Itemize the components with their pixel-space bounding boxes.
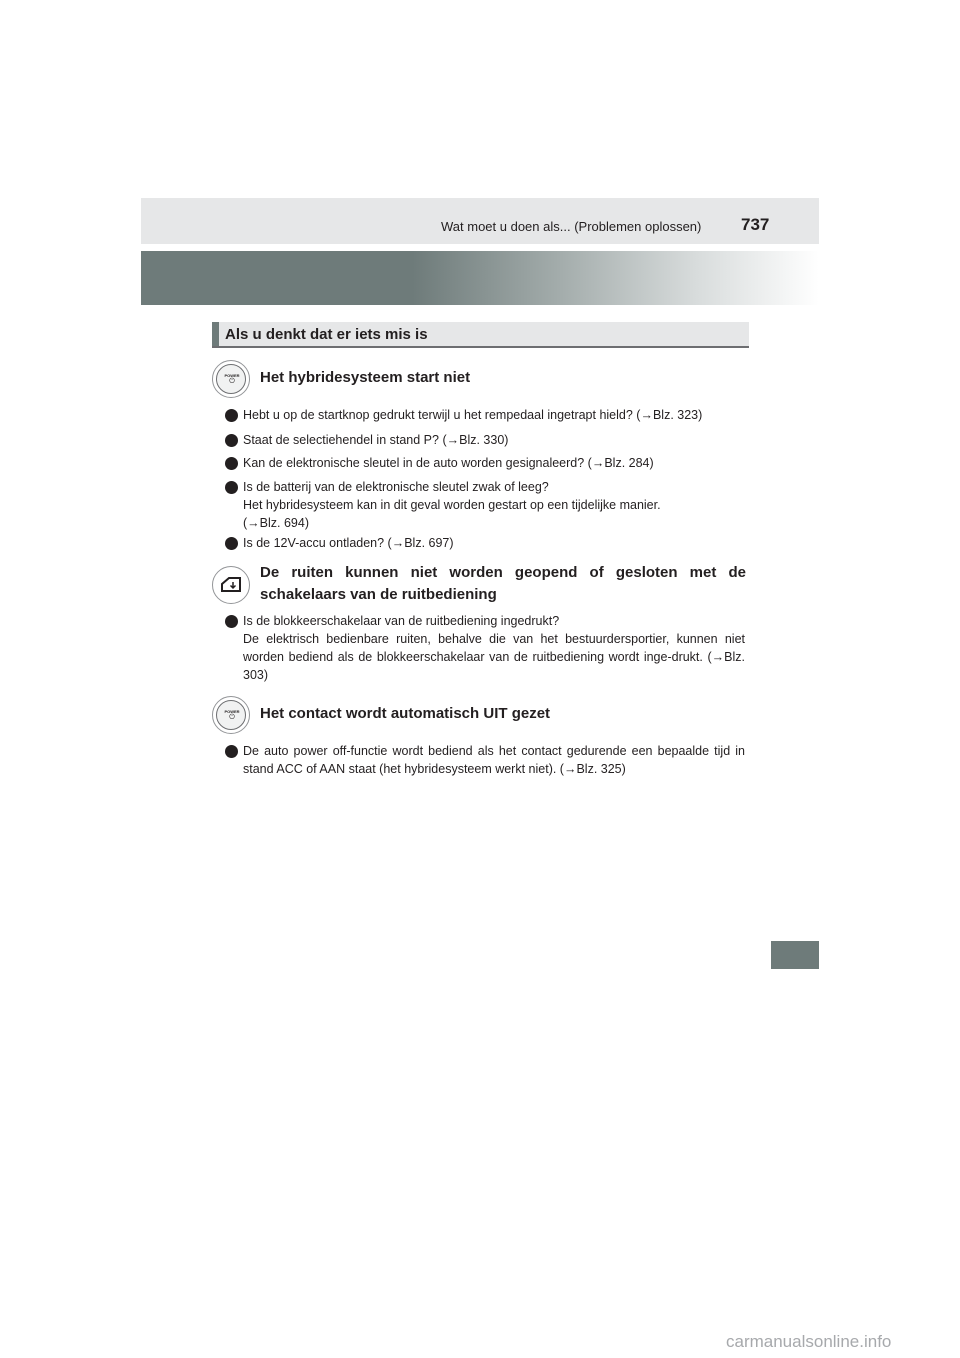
power-label: POWER: [224, 373, 240, 378]
power-symbol-icon: ⏻: [229, 714, 235, 721]
subsection-title: De ruiten kunnen niet worden geopend of gesloten met de schakelaars van de ruitbediening: [260, 564, 746, 603]
bullet-icon: [225, 409, 238, 422]
bullet-icon: [225, 745, 238, 758]
power-button-icon: [212, 360, 250, 398]
list-item: Is de batterij van de elektronische sleutel zwak of leeg? Het hybridesysteem kan in dit geval worden gestart op een tijdelijke manier. (→Blz. 694): [243, 480, 661, 530]
chapter-tab: [771, 941, 819, 969]
list-item: De auto power off-functie wordt bediend als het contact gedurende een bepaalde tijd in stand ACC of AAN staat (het hybridesysteem werkt niet). (→Blz. 325): [243, 744, 745, 776]
list-item: Is de 12V-accu ontladen? (→Blz. 697): [243, 536, 454, 550]
header-title: Wat moet u doen als... (Problemen oplossen): [441, 219, 702, 234]
bullet-icon: [225, 615, 238, 628]
list-item: Staat de selectiehendel in stand P? (→Blz. 330): [243, 433, 509, 447]
list-item: Is de blokkeerschakelaar van de ruitbediening ingedrukt? De elektrisch bedienbare ruiten, behalve die van het bestuurdersportier, kunnen niet worden bediend als de blokkeerschakelaar van de ruitbediening wordt inge-drukt. (→Blz. 303): [243, 614, 745, 682]
power-label: POWER: [224, 709, 240, 714]
section-accent: [212, 322, 219, 346]
power-button-face: [216, 364, 246, 394]
section-title: Als u denkt dat er iets mis is: [225, 326, 428, 343]
bullet-icon: [225, 434, 238, 447]
bullet-icon: [225, 481, 238, 494]
subsection-title: Het hybridesysteem start niet: [260, 369, 471, 386]
window-switch-glyph: [213, 567, 249, 603]
window-switch-icon: [212, 566, 250, 604]
power-button-icon: [212, 696, 250, 734]
list-item: Hebt u op de startknop gedrukt terwijl u het rempedaal ingetrapt hield? (→Blz. 323): [243, 408, 703, 422]
chapter-band: [141, 251, 819, 305]
bullet-icon: [225, 537, 238, 550]
list-item: Kan de elektronische sleutel in de auto worden gesignaleerd? (→Blz. 284): [243, 456, 654, 470]
section-header: [212, 322, 749, 348]
power-button-face: [216, 700, 246, 730]
watermark: carmanualsonline.info: [726, 1332, 892, 1351]
bullet-icon: [225, 457, 238, 470]
power-symbol-icon: ⏻: [229, 378, 235, 385]
subsection-title: Het contact wordt automatisch UIT gezet: [260, 705, 551, 722]
page-number: 737: [741, 215, 770, 234]
